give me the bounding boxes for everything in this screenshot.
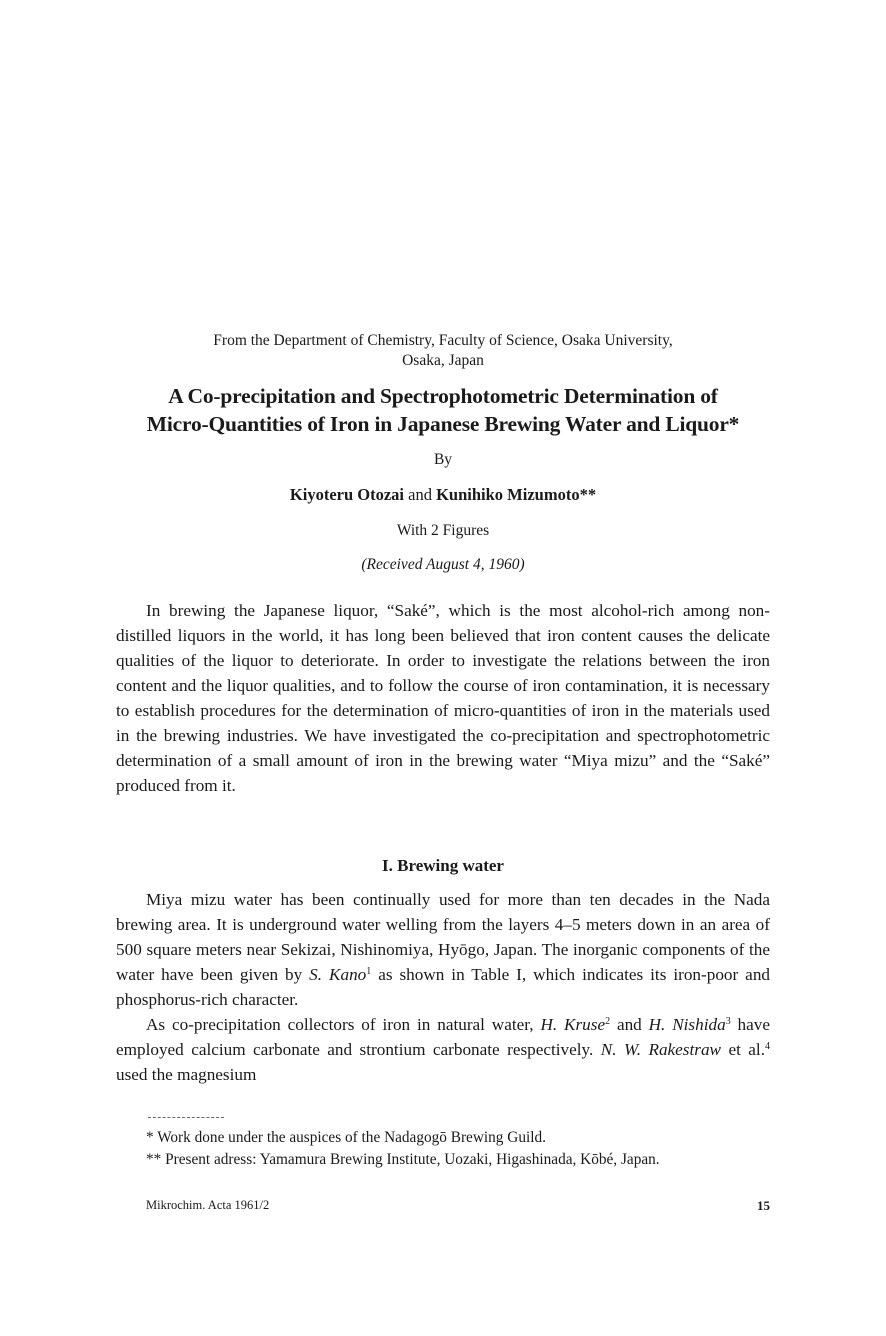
section-1-body [116, 887, 770, 1087]
section-heading: I. Brewing water [382, 856, 504, 875]
para2-text-1: Miya mizu water has been continually used for more than ten decades in the Nada brewing area. It is underground water welling from the layers 4–5 meters down in an area of 500 square meters near Sekizai, Nishinomiya, Hyōgo, Japan. The inorganic components of the water have been given by [116, 890, 770, 984]
author-conjunction: and [408, 485, 432, 504]
ref-nishida-num: 3 [725, 1016, 731, 1027]
journal-citation: Mikrochim. Acta 1961/2 [146, 1198, 270, 1212]
figures-note: With 2 Figures [396, 522, 490, 539]
affiliation [116, 331, 770, 371]
para3-text-5: used the magnesium [116, 1065, 257, 1084]
affiliation-line-2: Osaka, Japan [402, 352, 484, 369]
authors [116, 485, 770, 505]
para3-text-3: have employed calcium carbonate and strontium carbonate respectively. [116, 1015, 770, 1059]
para3-text-4: et al. [721, 1040, 766, 1059]
by-label: By [433, 451, 453, 468]
title-line-2: Micro-Quantities of Iron in Japanese Brewing Water and Liquor* [146, 412, 740, 436]
page-number: 15 [757, 1198, 770, 1213]
author-2: Kunihiko Mizumoto** [436, 485, 597, 504]
ref-nishida: H. Nishida [648, 1015, 726, 1034]
ref-kano-num: 1 [366, 966, 372, 977]
footnote-rule [148, 1117, 224, 1118]
affiliation-line-1: From the Department of Chemistry, Faculty of Science, Osaka University, [213, 332, 673, 349]
intro-paragraph-block [116, 598, 770, 798]
ref-kano: S. Kano [309, 965, 367, 984]
footnotes [116, 1127, 770, 1171]
footnote-1: * Work done under the auspices of the Nadagogō Brewing Guild. [146, 1129, 546, 1146]
ref-rakestraw-num: 4 [765, 1041, 771, 1052]
para3-text-2: and [610, 1015, 649, 1034]
title-line-1: A Co-precipitation and Spectrophotometric Determination of [168, 384, 718, 408]
para3-text-1: As co-precipitation collectors of iron in natural water, [146, 1015, 541, 1034]
author-1: Kiyoteru Otozai [289, 485, 405, 504]
intro-paragraph: In brewing the Japanese liquor, “Saké”, which is the most alcohol-rich among non-distilled liquors in the world, it has long been believed that iron content causes the delicate qualities of the liquor to deteriorate. In order to investigate the relations between the iron content and the liquor qualities, and to follow the course of iron contamination, it is necessary to establish procedures for the determination of micro-quantities of iron in the materials used in the brewing industries. We have investigated the co-precipitation and spectrophotometric determination of a small amount of iron in the brewing water “Miya mizu” and the “Saké” produced from it. [116, 601, 770, 795]
ref-rakestraw: N. W. Rakestraw [600, 1040, 722, 1059]
ref-kruse-num: 2 [605, 1016, 611, 1027]
ref-kruse: H. Kruse [540, 1015, 606, 1034]
paper-title [112, 382, 774, 438]
footnote-2: ** Present adress: Yamamura Brewing Institute, Uozaki, Higashinada, Kōbé, Japan. [146, 1151, 660, 1168]
para2-text-2: as shown in Table I, which indicates its iron-poor and phosphorus-rich character. [116, 965, 771, 1009]
received-date: (Received August 4, 1960) [361, 556, 525, 573]
paragraph-miya-mizu [116, 887, 770, 1012]
paragraph-collectors [116, 1012, 770, 1087]
